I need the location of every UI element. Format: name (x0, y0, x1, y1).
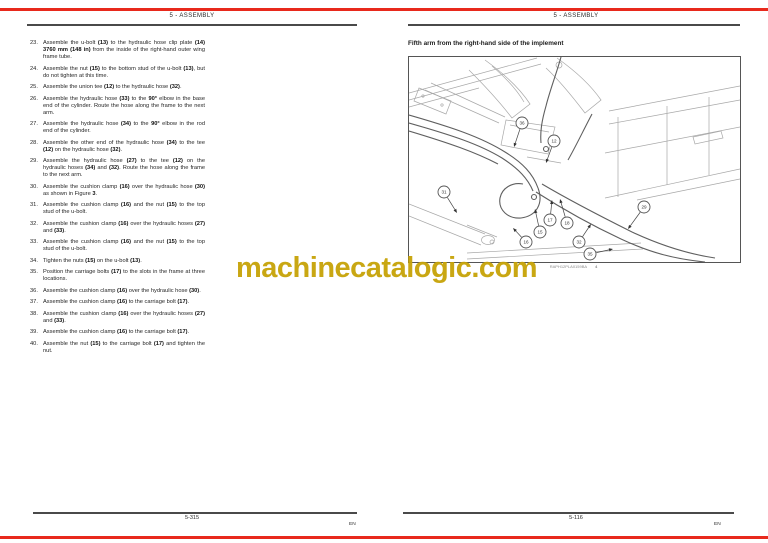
step-number: 23. (30, 40, 38, 46)
svg-text:32: 32 (576, 239, 582, 245)
figure-callout (514, 117, 528, 147)
figure-caption-code: RAPH12PLA0159BA (549, 264, 588, 269)
step-text: Assemble the cushion clamp (16) over the hydraulic hoses (27) and (33). (43, 310, 205, 324)
step-number: 28. (30, 139, 38, 146)
step-number: 24. (30, 65, 38, 72)
step-item (30, 40, 205, 61)
left-header-rule (27, 24, 357, 26)
step-item (30, 202, 205, 216)
right-page-header: 5 - ASSEMBLY (553, 13, 599, 19)
step-text: Assemble the cushion clamp (16) over the hydraulic hoses (27) and (33). (43, 220, 205, 234)
step-number: 30. (30, 183, 38, 190)
machine-frame-lines (409, 58, 740, 259)
step-item (30, 288, 205, 295)
step-item (30, 158, 205, 179)
right-footer-rule (403, 512, 734, 514)
step-item (30, 329, 205, 336)
step-text: Assemble the cushion clamp (16) and the nut (15) to the top stud of the u-bolt. (43, 202, 206, 215)
left-language-code: EN (349, 522, 356, 527)
step-number: 29. (30, 158, 38, 164)
step-text: Assemble the hydraulic hose (27) to the tee (12) on the hydraulic hoses (34) and (32). Route the hose along the frame to the next arm. (43, 158, 206, 178)
figure-callout (513, 228, 532, 248)
svg-text:18: 18 (564, 220, 570, 226)
step-item (30, 140, 205, 154)
svg-text:15: 15 (537, 229, 543, 235)
svg-text:12: 12 (551, 138, 557, 144)
svg-text:17: 17 (547, 217, 553, 223)
svg-text:29: 29 (641, 204, 647, 210)
figure-number: 4 (595, 264, 598, 269)
implement-line-drawing (409, 57, 740, 262)
right-header-rule (408, 24, 740, 26)
step-text: Assemble the hydraulic hose (33) to the 90° elbow in the base end of the cylinder. Route the hose along the frame to the next arm. (43, 95, 205, 116)
left-page-number: 5-315 (184, 515, 200, 521)
figure-callout (560, 199, 573, 229)
figure-box (408, 56, 741, 263)
step-text: Assemble the hydraulic hose (34) to the 90° elbow in the rod end of the cylinder. (43, 121, 206, 134)
step-number: 33. (30, 239, 38, 245)
step-text: Assemble the union tee (12) to the hydraulic hose (32). (43, 84, 182, 90)
svg-text:16: 16 (523, 239, 529, 245)
figure-callout (628, 201, 650, 229)
step-number: 36. (30, 287, 38, 294)
step-item (30, 299, 205, 306)
step-text: Assemble the cushion clamp (16) to the carriage bolt (17). (43, 299, 190, 305)
steps-list (30, 40, 205, 359)
step-text: Assemble the cushion clamp (16) to the carriage bolt (17). (43, 329, 190, 335)
bottom-accent-bar (0, 536, 768, 539)
step-text: Tighten the nuts (15) on the u-bolt (13). (43, 257, 142, 264)
svg-text:31: 31 (441, 189, 447, 195)
step-number: 38. (30, 310, 38, 317)
top-accent-bar (0, 8, 768, 11)
step-item (30, 341, 205, 355)
watermark-text: machinecatalogic.com (236, 252, 538, 284)
step-number: 26. (30, 95, 38, 102)
right-language-code: EN (714, 522, 721, 527)
step-text: Assemble the cushion clamp (16) and the nut (15) to the top stud of the u-bolt. (43, 239, 206, 252)
left-page-header: 5 - ASSEMBLY (169, 13, 215, 19)
step-item (30, 221, 205, 235)
step-text: Assemble the other end of the hydraulic hose (34) to the tee (12) on the hydraulic hose (32). (43, 139, 206, 153)
step-text: Assemble the nut (15) to the carriage bolt (17) and tighten the nut. (43, 340, 205, 354)
step-text: Position the carriage bolts (17) to the slots in the frame at three locations. (43, 269, 205, 282)
svg-text:35: 35 (587, 251, 593, 257)
step-text: Assemble the u-bolt (13) to the hydraulic hose clip plate (14) 3760 mm (148 in) from the inside of the right-hand outer wing frame tube. (43, 40, 205, 60)
step-item (30, 66, 205, 80)
step-number: 39. (30, 329, 38, 335)
step-item (30, 84, 205, 91)
step-number: 31. (30, 202, 38, 208)
step-number: 27. (30, 121, 38, 127)
figure-callout (534, 209, 546, 238)
step-item (30, 96, 205, 117)
figure-callout (573, 224, 591, 248)
step-text: Assemble the cushion clamp (16) over the hydraulic hose (30). (43, 287, 201, 294)
svg-text:36: 36 (519, 120, 525, 126)
step-number: 32. (30, 220, 38, 227)
left-footer-rule (33, 512, 357, 514)
step-text: Assemble the cushion clamp (16) over the hydraulic hose (30) as shown in Figure 3. (43, 183, 205, 197)
step-text: Assemble the nut (15) to the bottom stud of the u-bolt (13), but do not tighten at this time. (43, 65, 205, 79)
step-number: 34. (30, 257, 38, 264)
step-item (30, 258, 205, 265)
step-item (30, 184, 205, 198)
step-item (30, 121, 205, 135)
figure-callout (584, 248, 613, 260)
step-number: 35. (30, 269, 38, 275)
step-item (30, 239, 205, 253)
right-page-number: 5-116 (569, 515, 583, 521)
step-item (30, 269, 205, 283)
step-number: 25. (30, 84, 38, 90)
step-number: 37. (30, 299, 38, 305)
step-number: 40. (30, 340, 38, 347)
figure-title: Fifth arm from the right-hand side of the implement (408, 40, 564, 47)
figure-callout (438, 186, 457, 213)
step-item (30, 311, 205, 325)
